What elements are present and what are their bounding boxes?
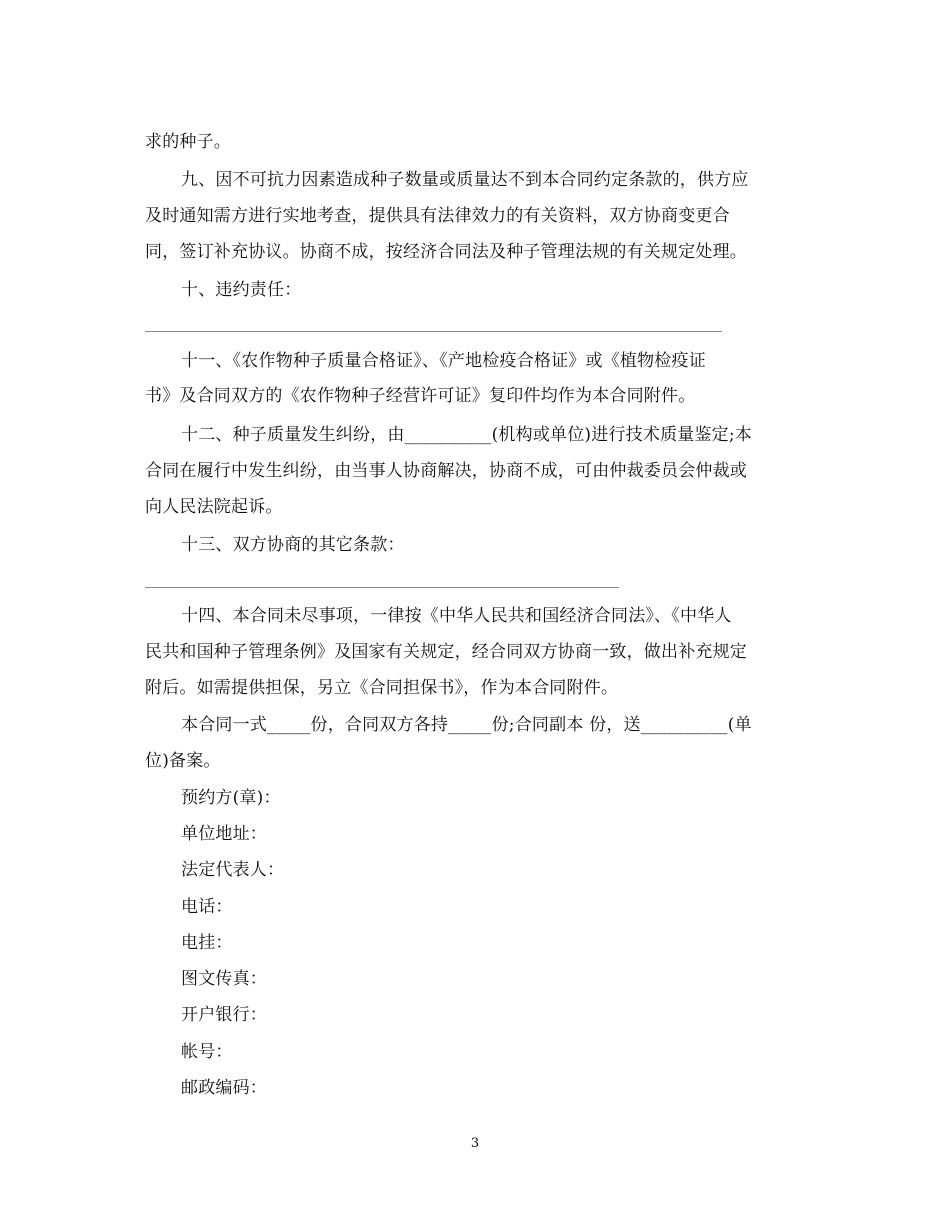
clause-14-line: 十四、本合同未尽事项，一律按《中华人民共和国经济合同法》、《中华人: [181, 606, 732, 626]
page-number: 3: [470, 1136, 480, 1151]
blank-fill-rule: [145, 331, 722, 332]
signature-field-telegraph: 电挂：: [181, 933, 233, 953]
clause-9-line: 同，签订补充协议。协商不成，按经济合同法及种子管理法规的有关规定处理。: [145, 242, 747, 262]
paragraph-line: 求的种子。: [145, 132, 231, 152]
signature-field-postcode: 邮政编码：: [181, 1078, 267, 1098]
signature-field-address: 单位地址：: [181, 824, 267, 844]
clause-12-line: 向人民法院起诉。: [145, 497, 283, 517]
signature-field-bank: 开户银行：: [181, 1005, 267, 1025]
blank-fill-rule: [145, 587, 619, 588]
clause-14-line: 附后。如需提供担保，另立《合同担保书》，作为本合同附件。: [145, 678, 619, 698]
clause-11-line: 十一、《农作物种子质量合格证》、《产地检疫合格证》或《植物检疫证: [181, 351, 706, 371]
signature-field-legal-rep: 法定代表人：: [181, 860, 285, 880]
signature-field-fax: 图文传真：: [181, 969, 267, 989]
clause-12-line: 十二、种子质量发生纠纷，由__________(机构或单位)进行技术质量鉴定;本: [181, 425, 752, 445]
clause-14-line: 民共和国种子管理条例》及国家有关规定，经合同双方协商一致，做出补充规定: [145, 642, 747, 662]
copies-clause-line: 位)备案。: [145, 751, 221, 771]
clause-9-line: 九、因不可抗力因素造成种子数量或质量达不到本合同约定条款的，供方应: [181, 170, 749, 190]
signature-field-phone: 电话：: [181, 897, 233, 917]
clause-10-heading: 十、违约责任：: [181, 280, 302, 300]
clause-12-line: 合同在履行中发生纠纷，由当事人协商解决，协商不成，可由仲裁委员会仲裁或: [145, 461, 747, 481]
signature-field-account: 帐号：: [181, 1042, 233, 1062]
clause-11-line: 书》及合同双方的《农作物种子经营许可证》复印件均作为本合同附件。: [145, 386, 696, 406]
signature-field-party: 预约方(章)：: [181, 788, 281, 808]
clause-13-heading: 十三、双方协商的其它条款：: [181, 535, 405, 555]
copies-clause-line: 本合同一式_____份，合同双方各持_____份;合同副本 份，送__________(单: [181, 715, 752, 735]
clause-9-line: 及时通知需方进行实地考查，提供具有法律效力的有关资料，双方协商变更合: [145, 206, 730, 226]
